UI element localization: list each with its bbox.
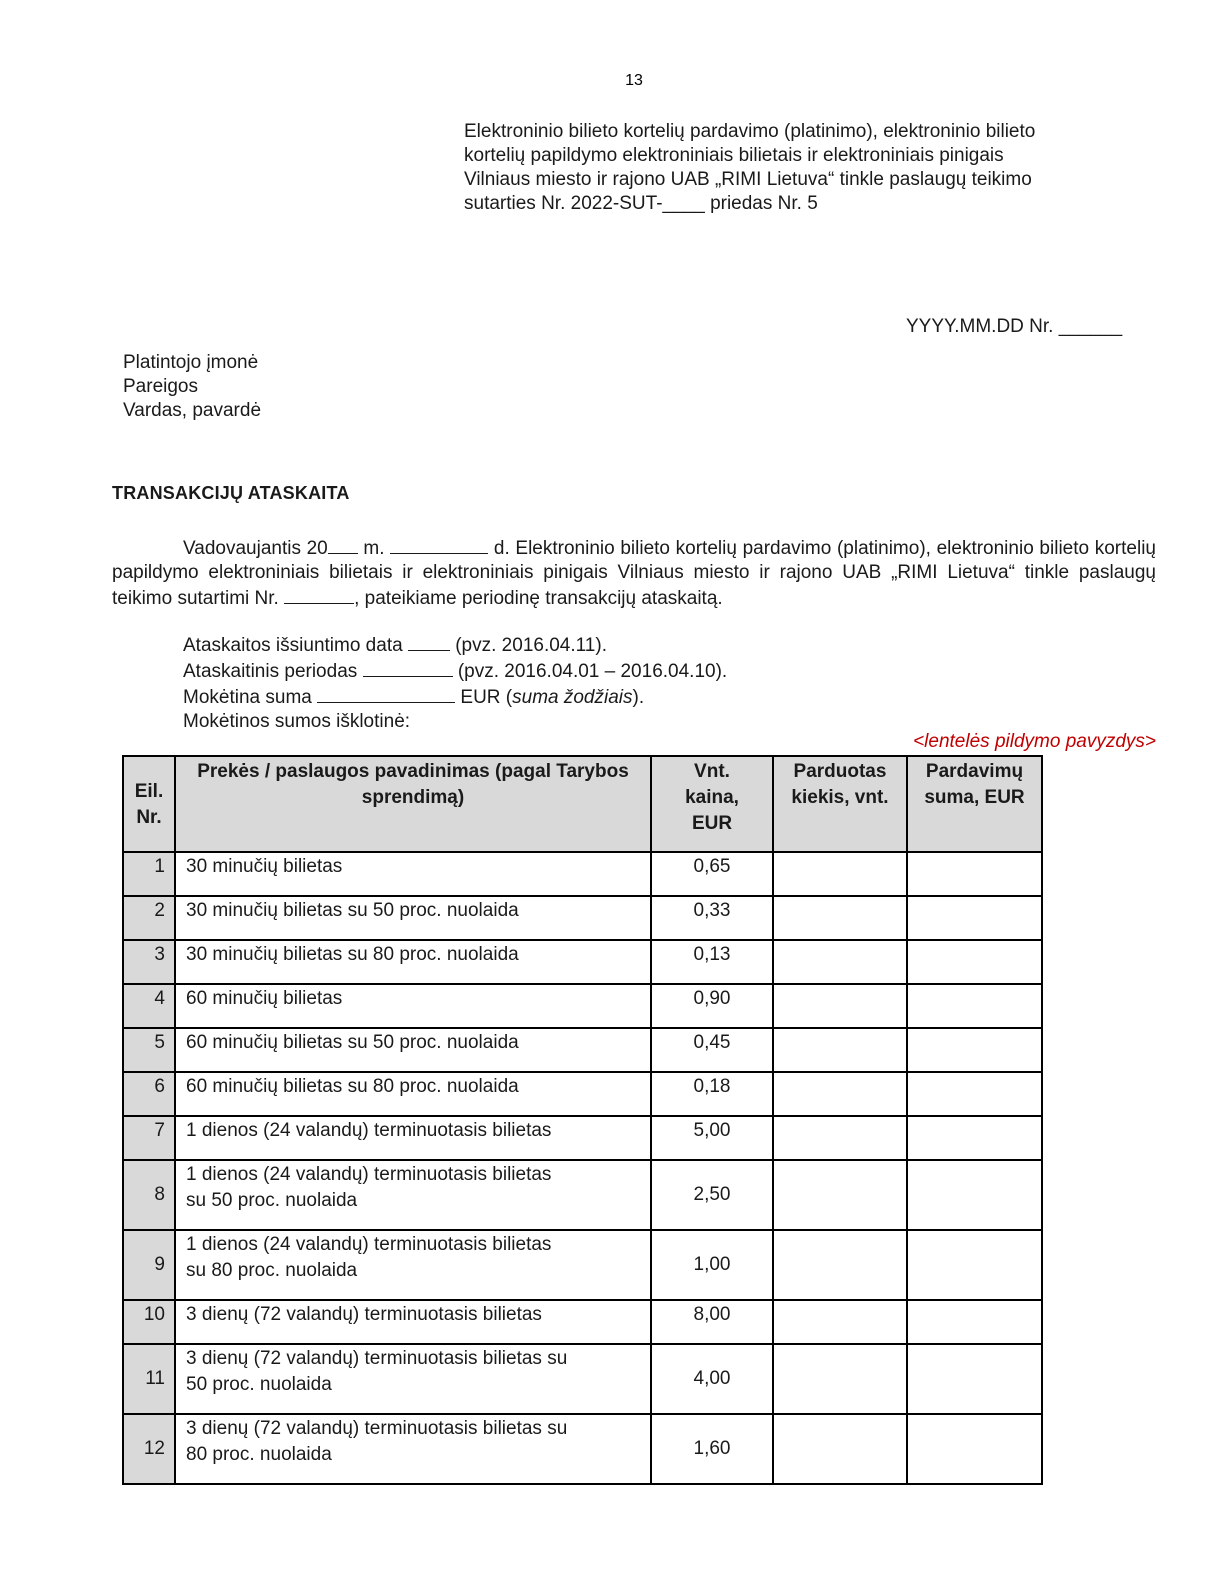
unit-price: 0,45 — [651, 1028, 773, 1072]
row-number: 9 — [123, 1230, 175, 1300]
item-name-line: 80 proc. nuolaida — [186, 1444, 332, 1465]
sales-sum-cell[interactable] — [907, 984, 1042, 1028]
unit-price: 0,65 — [651, 852, 773, 896]
intro-text: m. — [357, 538, 391, 559]
header-name: Prekės / paslaugos pavadinimas (pagal Tarybos sprendimą) — [175, 756, 651, 852]
row-number: 8 — [123, 1160, 175, 1230]
item-name — [175, 852, 651, 896]
sender-position: Pareigos — [123, 376, 198, 397]
amount-line — [183, 684, 727, 710]
row-number: 12 — [123, 1414, 175, 1484]
period-line — [183, 658, 727, 684]
item-name-line: su 50 proc. nuolaida — [186, 1190, 358, 1211]
sales-sum-cell[interactable] — [907, 1230, 1042, 1300]
table-row — [123, 852, 1042, 896]
sales-sum-cell[interactable] — [907, 1414, 1042, 1484]
contract-number-blank — [284, 585, 354, 604]
table-row — [123, 1344, 1042, 1414]
period-blank — [363, 658, 453, 677]
header-text: Nr. — [136, 807, 162, 828]
item-name-line: 60 minučių bilietas su 50 proc. nuolaida — [186, 1032, 519, 1053]
sold-quantity-cell[interactable] — [773, 1414, 907, 1484]
sold-quantity-cell[interactable] — [773, 1028, 907, 1072]
row-number: 3 — [123, 940, 175, 984]
table-row — [123, 1028, 1042, 1072]
unit-price: 2,50 — [651, 1160, 773, 1230]
sold-quantity-cell[interactable] — [773, 1344, 907, 1414]
send-date-blank — [408, 632, 450, 651]
item-name — [175, 1344, 651, 1414]
item-name-line: 30 minučių bilietas su 50 proc. nuolaida — [186, 900, 519, 921]
table-header-row — [123, 756, 1042, 852]
row-number: 2 — [123, 896, 175, 940]
table-row — [123, 1072, 1042, 1116]
unit-price: 0,13 — [651, 940, 773, 984]
header-quantity — [773, 756, 907, 852]
amount-blank — [317, 684, 455, 703]
breakdown-label: Mokėtinos sumos išklotinė: — [183, 711, 411, 732]
item-name — [175, 1116, 651, 1160]
amount-in-words: suma žodžiais — [512, 687, 633, 708]
header-text: kiekis, vnt. — [791, 787, 889, 808]
intro-text: d. Elektroninio bilieto kortelių pardavimo (platinimo), elektroninio bilieto kortelių papildymo elektroniniais bilietais ir elektroniniais pinigais Vilniaus miesto ir rajono UAB „RIMI Lietuva“ tinkle paslaugų teikimo sutartimi Nr. — [112, 538, 1156, 609]
sales-sum-cell[interactable] — [907, 1028, 1042, 1072]
item-name — [175, 984, 651, 1028]
intro-text: Vadovaujantis 20 — [183, 538, 328, 559]
header-nr — [123, 756, 175, 852]
item-name — [175, 896, 651, 940]
table-body — [123, 852, 1042, 1484]
report-details — [183, 632, 727, 734]
sold-quantity-cell[interactable] — [773, 1116, 907, 1160]
header-price — [651, 756, 773, 852]
sales-sum-cell[interactable] — [907, 852, 1042, 896]
item-name-line: 3 dienų (72 valandų) terminuotasis bilietas su — [186, 1348, 568, 1369]
amount-label: Mokėtina suma — [183, 687, 318, 708]
sales-sum-cell[interactable] — [907, 1300, 1042, 1344]
sold-quantity-cell[interactable] — [773, 1300, 907, 1344]
item-name-line: 30 minučių bilietas — [186, 856, 343, 877]
header-text: Parduotas — [793, 761, 887, 782]
table-row — [123, 1230, 1042, 1300]
header-text: Vnt. — [694, 761, 730, 782]
row-number: 7 — [123, 1116, 175, 1160]
item-name — [175, 1230, 651, 1300]
sales-sum-cell[interactable] — [907, 1160, 1042, 1230]
table-row — [123, 1116, 1042, 1160]
table-row — [123, 1300, 1042, 1344]
item-name — [175, 1160, 651, 1230]
page-number: 13 — [625, 72, 643, 89]
annex-line: Vilniaus miesto ir rajono UAB „RIMI Lietuva“ tinkle paslaugų teikimo — [464, 169, 1032, 190]
sold-quantity-cell[interactable] — [773, 1072, 907, 1116]
sender-name: Vardas, pavardė — [123, 400, 262, 421]
table-row — [123, 896, 1042, 940]
sender-block — [123, 351, 261, 423]
table-row — [123, 984, 1042, 1028]
header-sum — [907, 756, 1042, 852]
item-name-line: 30 minučių bilietas su 80 proc. nuolaida — [186, 944, 519, 965]
row-number: 5 — [123, 1028, 175, 1072]
example-note: <lentelės pildymo pavyzdys> — [913, 731, 1156, 752]
document-title: TRANSAKCIJŲ ATASKAITA — [112, 483, 350, 503]
item-name — [175, 1300, 651, 1344]
header-text: kaina, — [685, 787, 739, 808]
date-blank — [390, 535, 488, 554]
item-name-line: 1 dienos (24 valandų) terminuotasis bilietas — [186, 1234, 552, 1255]
sold-quantity-cell[interactable] — [773, 1160, 907, 1230]
send-date-example: (pvz. 2016.04.11). — [449, 635, 607, 656]
unit-price: 1,60 — [651, 1414, 773, 1484]
row-number: 11 — [123, 1344, 175, 1414]
intro-paragraph — [112, 535, 1156, 611]
header-text: Eil. — [134, 781, 164, 802]
table-row — [123, 1414, 1042, 1484]
row-number: 4 — [123, 984, 175, 1028]
row-number: 1 — [123, 852, 175, 896]
sold-quantity-cell[interactable] — [773, 852, 907, 896]
intro-text: , pateikiame periodinę transakcijų ataskaitą. — [354, 588, 723, 609]
header-text: Pardavimų — [925, 761, 1024, 782]
send-date-line — [183, 632, 727, 658]
row-number: 6 — [123, 1072, 175, 1116]
item-name — [175, 940, 651, 984]
item-name-line: 60 minučių bilietas — [186, 988, 343, 1009]
row-number: 10 — [123, 1300, 175, 1344]
item-name-line: 1 dienos (24 valandų) terminuotasis bilietas — [186, 1120, 552, 1141]
sold-quantity-cell[interactable] — [773, 896, 907, 940]
sales-sum-cell[interactable] — [907, 1072, 1042, 1116]
table-row — [123, 940, 1042, 984]
unit-price: 8,00 — [651, 1300, 773, 1344]
item-name-line: 3 dienų (72 valandų) terminuotasis bilietas — [186, 1304, 542, 1325]
unit-price: 5,00 — [651, 1116, 773, 1160]
annex-line: sutarties Nr. 2022-SUT-____ priedas Nr. 5 — [464, 193, 818, 214]
item-name-line: 3 dienų (72 valandų) terminuotasis bilietas su — [186, 1418, 568, 1439]
send-date-label: Ataskaitos išsiuntimo data — [183, 635, 408, 656]
item-name-line: 50 proc. nuolaida — [186, 1374, 332, 1395]
annex-line: Elektroninio bilieto kortelių pardavimo (platinimo), elektroninio bilieto — [464, 121, 1036, 142]
table-row — [123, 1160, 1042, 1230]
sales-sum-cell[interactable] — [907, 896, 1042, 940]
sold-quantity-cell[interactable] — [773, 940, 907, 984]
period-example: (pvz. 2016.04.01 – 2016.04.10). — [452, 661, 728, 682]
item-name-line: su 80 proc. nuolaida — [186, 1260, 358, 1281]
amount-close: ). — [632, 687, 645, 708]
sold-quantity-cell[interactable] — [773, 1230, 907, 1300]
sales-sum-cell[interactable] — [907, 1344, 1042, 1414]
unit-price: 4,00 — [651, 1344, 773, 1414]
amount-currency: EUR ( — [455, 687, 513, 708]
header-text: suma, EUR — [924, 787, 1025, 808]
item-name — [175, 1072, 651, 1116]
item-name — [175, 1028, 651, 1072]
sender-company: Platintojo įmonė — [123, 352, 259, 373]
date-number-line: YYYY.MM.DD Nr. ______ — [906, 316, 1123, 337]
sold-quantity-cell[interactable] — [773, 984, 907, 1028]
item-name — [175, 1414, 651, 1484]
item-name-line: 1 dienos (24 valandų) terminuotasis bilietas — [186, 1164, 552, 1185]
unit-price: 0,18 — [651, 1072, 773, 1116]
sales-sum-cell[interactable] — [907, 940, 1042, 984]
year-blank — [328, 535, 358, 554]
period-label: Ataskaitinis periodas — [183, 661, 363, 682]
unit-price: 1,00 — [651, 1230, 773, 1300]
unit-price: 0,90 — [651, 984, 773, 1028]
annex-line: kortelių papildymo elektroniniais bilietais ir elektroniniais pinigais — [464, 145, 1004, 166]
header-text: EUR — [691, 813, 733, 834]
item-name-line: 60 minučių bilietas su 80 proc. nuolaida — [186, 1076, 519, 1097]
transactions-table — [122, 755, 1043, 1485]
annex-heading — [464, 120, 1164, 216]
unit-price: 0,33 — [651, 896, 773, 940]
sales-sum-cell[interactable] — [907, 1116, 1042, 1160]
